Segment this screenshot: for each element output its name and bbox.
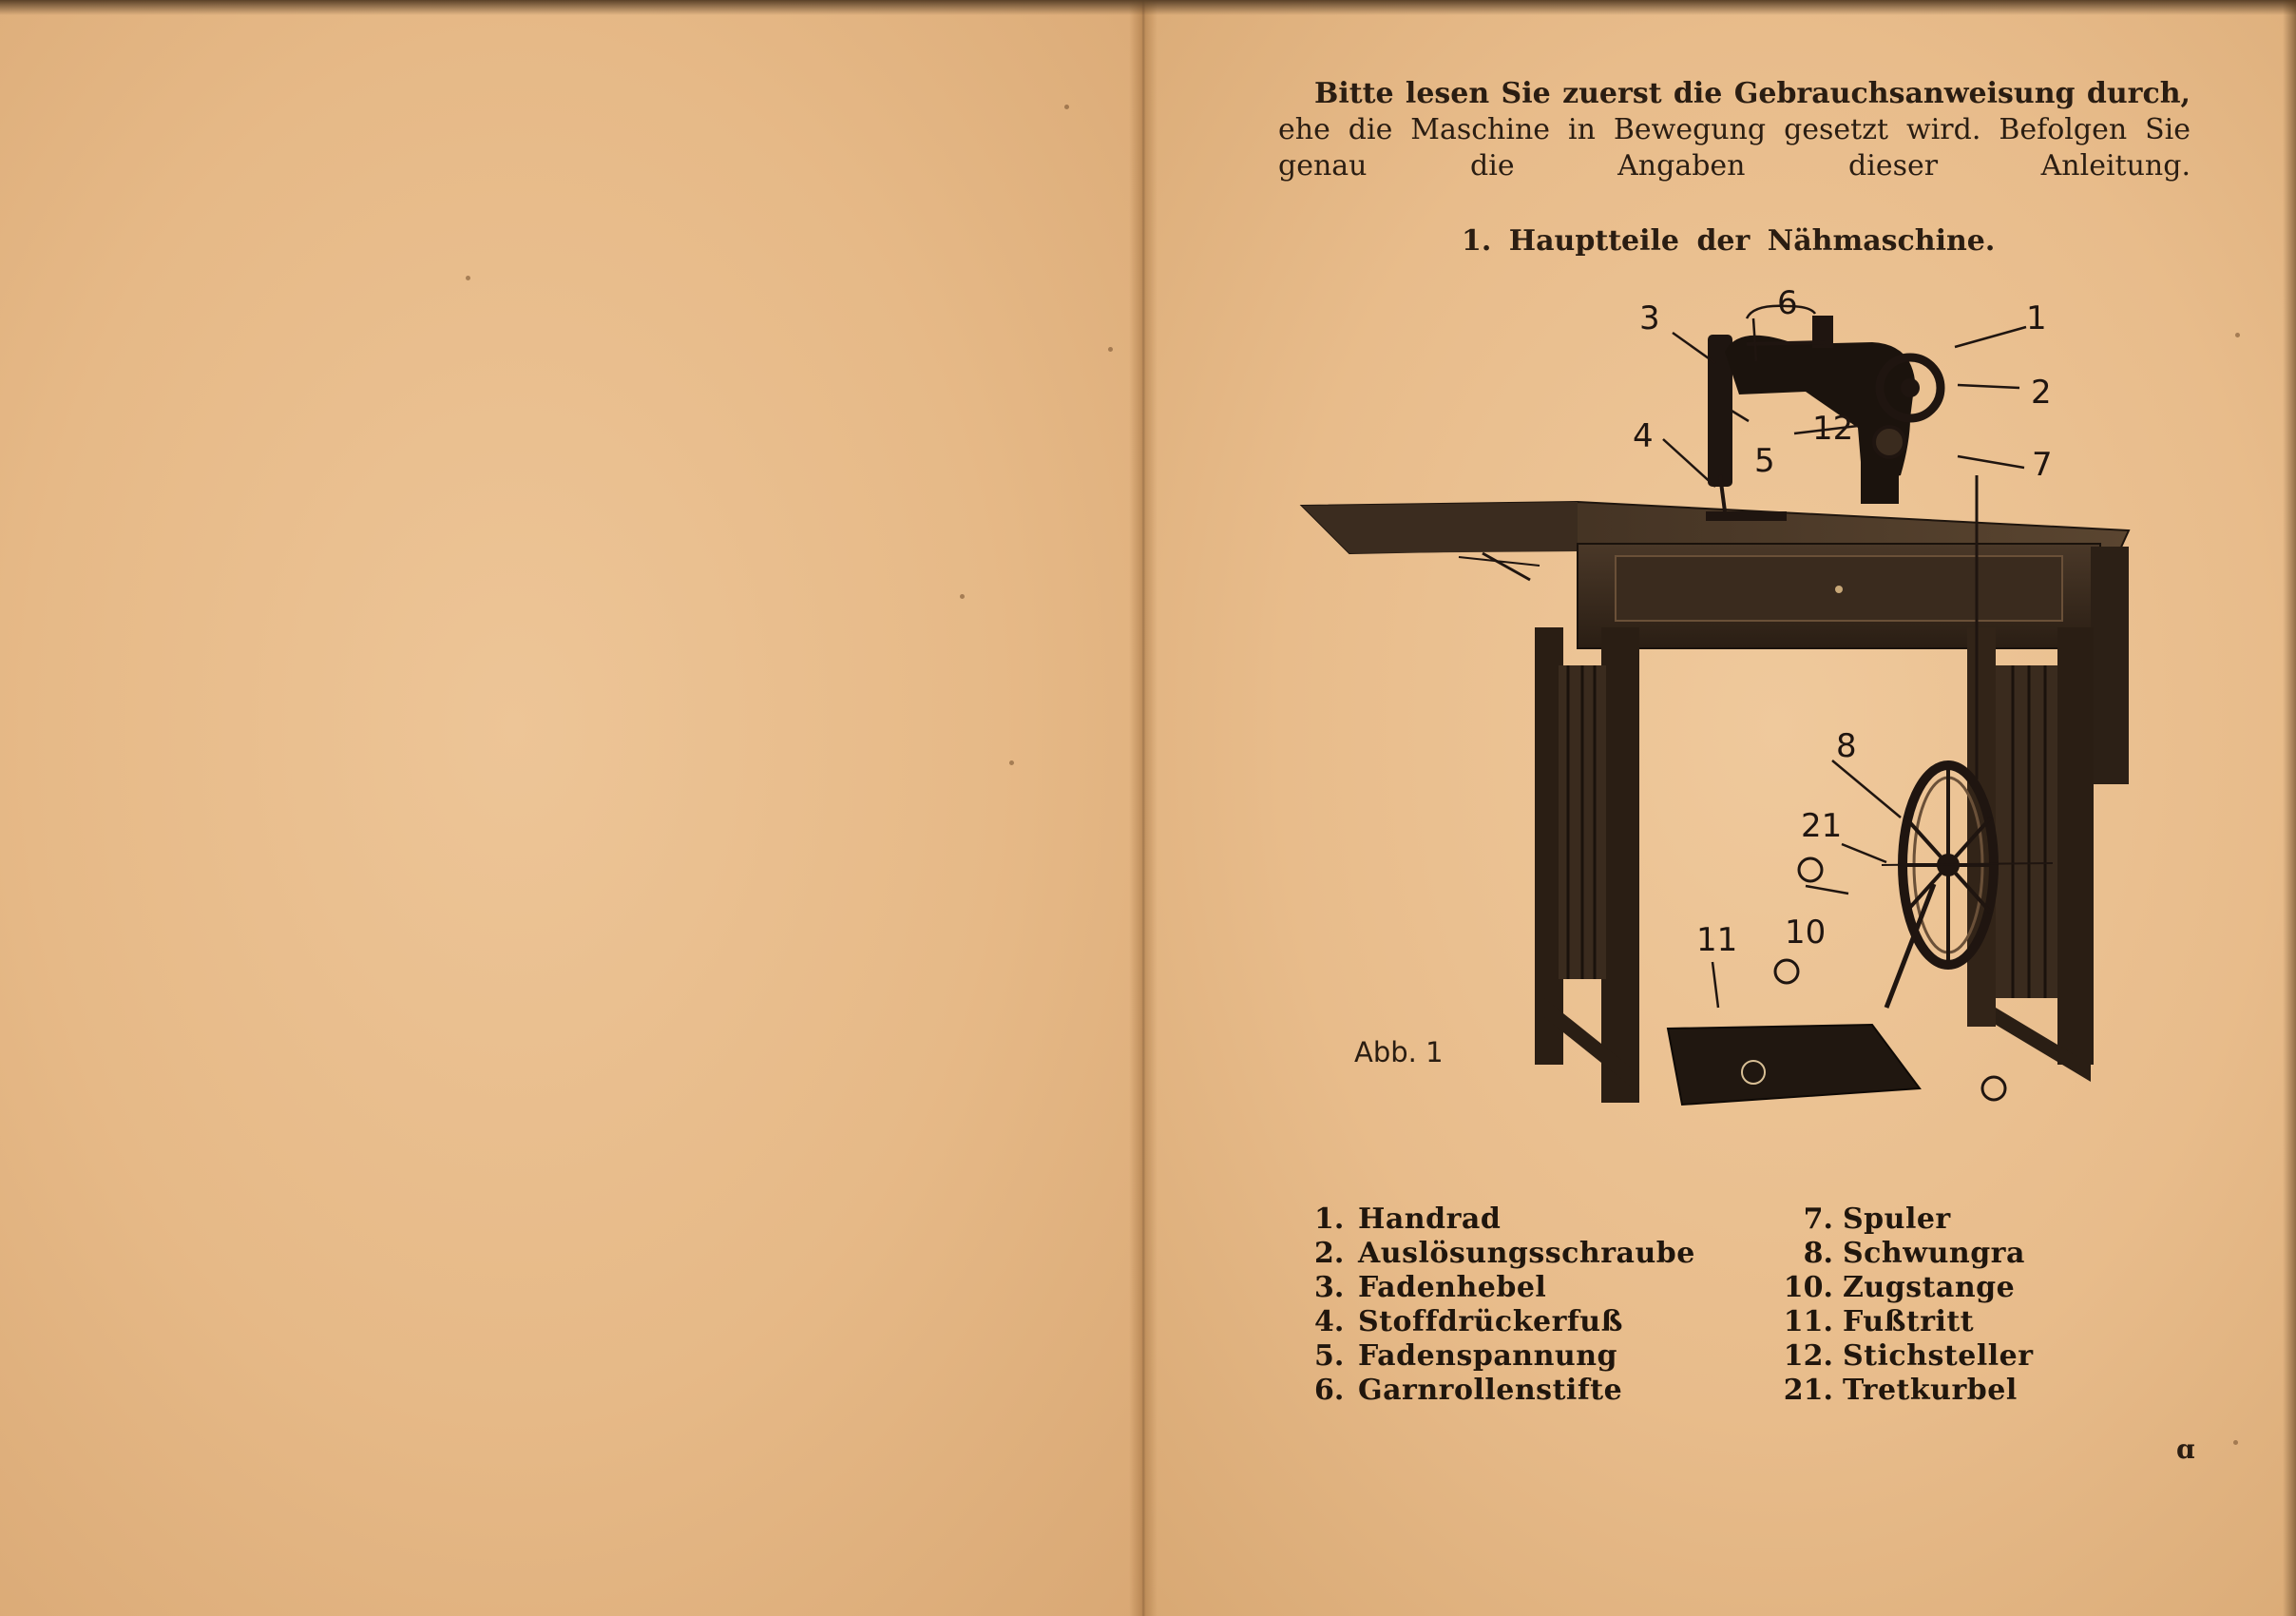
- item-number: 7.: [1803, 1202, 1833, 1236]
- callout-8: 8: [1836, 727, 1857, 765]
- book-gutter: [1129, 0, 1158, 1616]
- list-item: [1314, 1339, 1713, 1374]
- item-number: 2.: [1314, 1237, 1345, 1270]
- paper-speck: [1108, 347, 1113, 352]
- item-number: 11.: [1783, 1305, 1833, 1338]
- item-label: Schwungra: [1843, 1237, 2025, 1270]
- item-number: 21.: [1783, 1374, 1833, 1407]
- page-number: ɑ: [2176, 1433, 2195, 1465]
- drawer-knob-icon: [1835, 586, 1843, 593]
- table-leg-left-front: [1601, 627, 1639, 1103]
- item-label: Fadenspannung: [1358, 1339, 1617, 1373]
- item-label: Auslösungsschraube: [1358, 1237, 1695, 1270]
- parts-list-right: [1763, 1202, 2048, 1408]
- page-edge-shadow: [2283, 0, 2296, 1616]
- callout-5: 5: [1754, 442, 1775, 480]
- figure-caption: Abb. 1: [1354, 1036, 1444, 1068]
- callout-10: 10: [1785, 914, 1827, 952]
- list-item: [1763, 1237, 2048, 1271]
- item-label: Fußtritt: [1843, 1305, 1975, 1338]
- list-item: [1314, 1271, 1713, 1305]
- callout-4: 4: [1633, 417, 1654, 455]
- list-item: [1314, 1237, 1713, 1271]
- left-page-blank: [0, 0, 1142, 1616]
- callout-12: 12: [1812, 410, 1854, 448]
- item-number: 6.: [1314, 1374, 1345, 1407]
- paper-speck: [2233, 1440, 2238, 1445]
- item-label: Zugstange: [1843, 1271, 2016, 1304]
- paper-speck: [1064, 105, 1069, 109]
- item-label: Stoffdrückerfuß: [1358, 1305, 1623, 1338]
- callout-11: 11: [1696, 921, 1738, 959]
- parts-list-left: [1314, 1202, 1713, 1408]
- item-label: Handrad: [1358, 1202, 1502, 1236]
- side-panel: [2091, 547, 2129, 784]
- paper-speck: [466, 276, 470, 280]
- foot-treadle: [1668, 1025, 1920, 1105]
- item-number: 1.: [1314, 1202, 1345, 1236]
- callout-7: 7: [2032, 446, 2053, 484]
- item-label: Tretkurbel: [1843, 1374, 2018, 1407]
- list-item: [1763, 1202, 2048, 1237]
- intro-body: ehe die Maschine in Bewegung gesetzt wird. Befolgen Sie genau die Angaben dieser Anleitung.: [1278, 113, 2191, 183]
- item-label: Fadenhebel: [1358, 1271, 1547, 1304]
- top-shadow: [0, 0, 2296, 15]
- item-number: 12.: [1783, 1339, 1833, 1373]
- item-label: Spuler: [1843, 1202, 1951, 1236]
- callout-1: 1: [2026, 299, 2047, 337]
- item-number: 3.: [1314, 1271, 1345, 1304]
- item-number: 8.: [1803, 1237, 1833, 1270]
- section-heading: 1. Hauptteile der Nähmaschine.: [1462, 224, 1996, 258]
- callout-3: 3: [1639, 299, 1660, 337]
- intro-bold-lead: Bitte lesen Sie zuerst die Gebrauchsanweisung durch,: [1314, 77, 2191, 110]
- table-leaf: [1302, 502, 1578, 553]
- item-number: 4.: [1314, 1305, 1345, 1338]
- paper-speck: [960, 594, 965, 599]
- item-label: Garnrollenstifte: [1358, 1374, 1623, 1407]
- item-number: 10.: [1783, 1271, 1833, 1304]
- list-item: [1763, 1339, 2048, 1374]
- item-number: 5.: [1314, 1339, 1345, 1373]
- paper-speck: [2235, 333, 2240, 337]
- list-item: [1314, 1305, 1713, 1339]
- callout-2: 2: [2031, 374, 2052, 412]
- intro-paragraph: [1278, 76, 2191, 184]
- table-leg-right: [2057, 627, 2094, 1065]
- list-item: [1763, 1374, 2048, 1408]
- list-item: [1314, 1374, 1713, 1408]
- list-item: [1763, 1305, 2048, 1339]
- list-item: [1314, 1202, 1713, 1237]
- item-label: Stichsteller: [1843, 1339, 2034, 1373]
- paper-speck: [1009, 760, 1014, 765]
- callout-6: 6: [1777, 285, 1798, 322]
- side-slats-right: [1996, 665, 2057, 998]
- callout-21: 21: [1801, 807, 1843, 845]
- list-item: [1763, 1271, 2048, 1305]
